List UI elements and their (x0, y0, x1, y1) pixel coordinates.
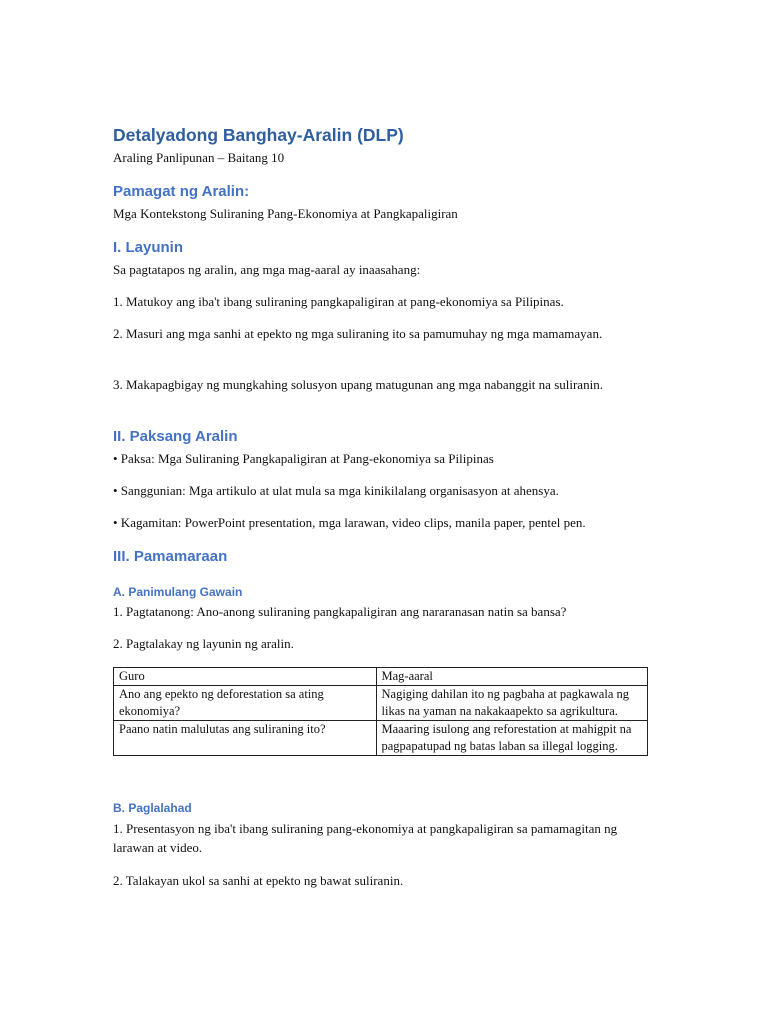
preliminary-item: 1. Pagtatanong: Ano-anong suliraning pangkapaligiran ang nararanasan natin sa bansa? (113, 604, 567, 619)
table-cell: Maaaring isulong ang reforestation at mahigpit na pagpapatupad ng batas laban sa illegal logging. (376, 721, 648, 756)
subject-matter-item: • Sanggunian: Mga artikulo at ulat mula sa mga kinikilalang organisasyon at ahensya. (113, 483, 559, 498)
table-header-row (114, 668, 648, 686)
lesson-title-heading: Pamagat ng Aralin: (113, 183, 250, 200)
objectives-heading: I. Layunin (113, 239, 184, 256)
presentation-heading: B. Paglalahad (113, 801, 192, 815)
preliminary-item: 2. Pagtalakay ng layunin ng aralin. (113, 636, 294, 651)
table-row (114, 721, 648, 756)
subject-matter-item: • Kagamitan: PowerPoint presentation, mga larawan, video clips, manila paper, pentel pen. (113, 515, 586, 530)
dialogue-table (113, 667, 648, 756)
lesson-title: Mga Kontekstong Suliraning Pang-Ekonomiya at Pangkapaligiran (113, 206, 458, 221)
document-subtitle: Araling Panlipunan – Baitang 10 (113, 150, 285, 165)
objective-item: 3. Makapagbigay ng mungkahing solusyon upang matugunan ang mga nabanggit na suliranin. (113, 377, 603, 392)
objective-item: 2. Masuri ang mga sanhi at epekto ng mga suliraning ito sa pamumuhay ng mga mamamayan. (113, 326, 603, 341)
presentation-item: 2. Talakayan ukol sa sanhi at epekto ng bawat suliranin. (113, 873, 404, 888)
table-cell: Paano natin malulutas ang suliraning ito? (114, 721, 377, 756)
subject-matter-item: • Paksa: Mga Suliraning Pangkapaligiran at Pang-ekonomiya sa Pilipinas (113, 451, 494, 466)
document-title: Detalyadong Banghay-Aralin (DLP) (113, 125, 404, 145)
table-cell: Ano ang epekto ng deforestation sa ating ekonomiya? (114, 686, 377, 721)
table-header-student: Mag-aaral (376, 668, 648, 686)
presentation-item: 1. Presentasyon ng iba't ibang suliraning pang-ekonomiya at pangkapaligiran sa pamamagitan ng larawan at video. (113, 821, 618, 855)
table-header-teacher: Guro (114, 668, 377, 686)
preliminary-heading: A. Panimulang Gawain (113, 585, 243, 599)
table-row (114, 686, 648, 721)
objective-item: 1. Matukoy ang iba't ibang suliraning pangkapaligiran at pang-ekonomiya sa Pilipinas. (113, 294, 564, 309)
procedure-heading: III. Pamamaraan (113, 548, 228, 565)
subject-matter-heading: II. Paksang Aralin (113, 428, 238, 445)
objectives-intro: Sa pagtatapos ng aralin, ang mga mag-aaral ay inaasahang: (113, 262, 421, 277)
table-cell: Nagiging dahilan ito ng pagbaha at pagkawala ng likas na yaman na nakakaapekto sa agrikultura. (376, 686, 648, 721)
